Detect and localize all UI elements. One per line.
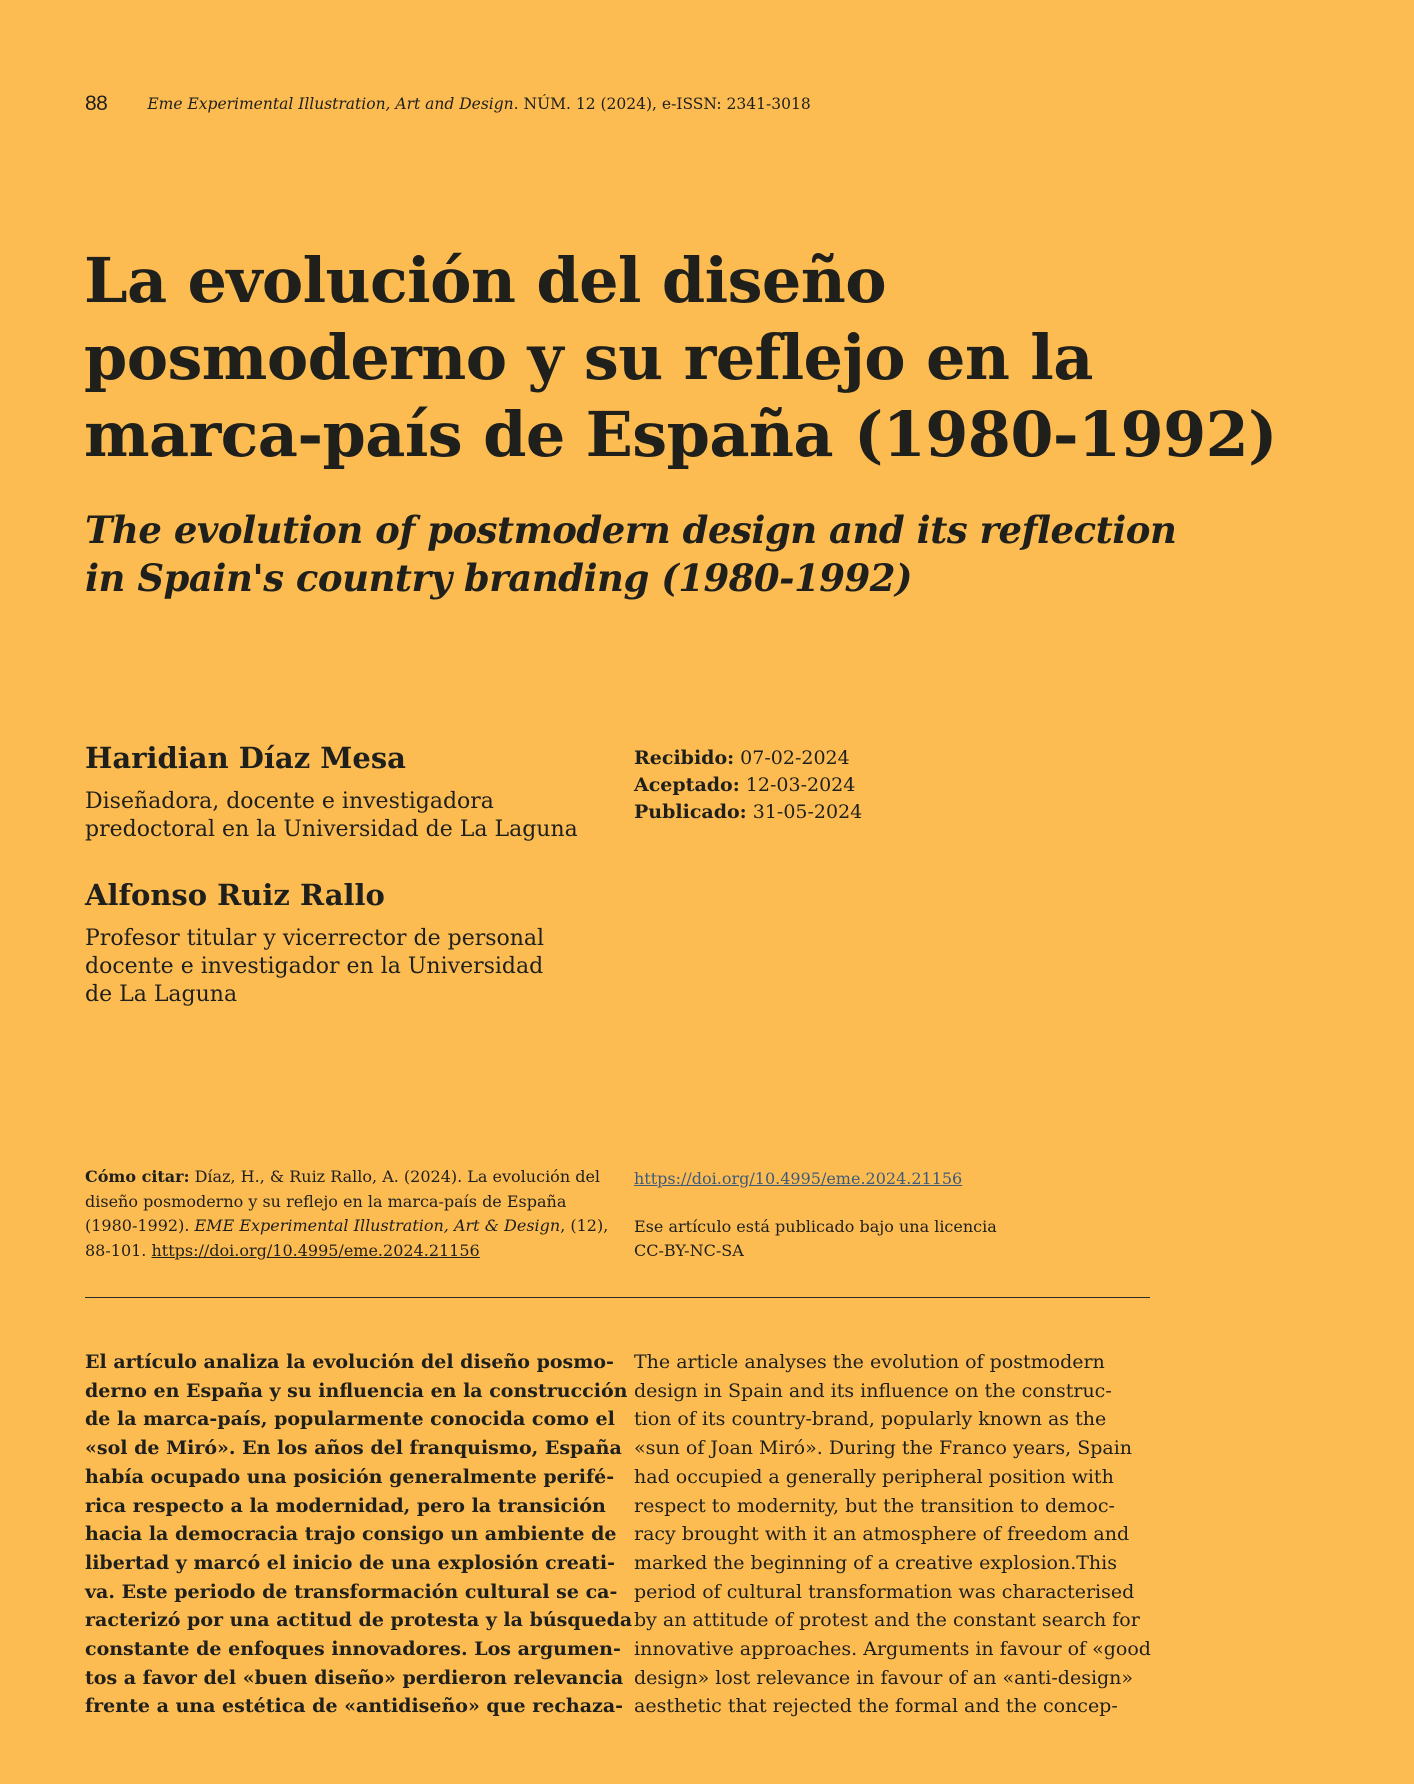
- license-line: CC-BY-NC-SA: [634, 1241, 744, 1260]
- abstract-line: design in Spain and its influence on the construc-: [634, 1379, 1112, 1402]
- citation-pages: 88-101.: [85, 1240, 152, 1260]
- abstract-line: tion of its country-brand, popularly known as the: [634, 1408, 1107, 1431]
- abstract-line: hacia la democracia trajo consigo un ambiente de: [85, 1523, 617, 1546]
- citation-line: [85, 1165, 605, 1190]
- doi-license-block: [634, 1167, 997, 1263]
- abstract-line: había ocupado una posición generalmente perifé-: [85, 1465, 615, 1488]
- citation-text: Díaz, H., & Ruiz Rallo, A. (2024). La evolución del: [189, 1167, 601, 1186]
- abstract-line: design» lost relevance in favour of an «anti-design»: [634, 1666, 1134, 1689]
- journal-issue: . NÚM. 12 (2024), e-ISSN: 2341-3018: [513, 95, 811, 113]
- abstract-line: aesthetic that rejected the formal and the concep-: [634, 1695, 1118, 1718]
- abstract-line: innovative approaches. Arguments in favour of «good: [634, 1638, 1151, 1661]
- abstract-line: racy brought with it an atmosphere of freedom and: [634, 1523, 1130, 1546]
- abstract-line: racterizó por una actitud de protesta y la búsqueda: [85, 1609, 633, 1632]
- published-label: Publicado:: [634, 801, 747, 823]
- abstract-line: libertad y marcó el inicio de una explosión creati-: [85, 1551, 615, 1574]
- affiliation-line: de La Laguna: [85, 982, 238, 1007]
- accepted-value: 12-03-2024: [739, 774, 856, 796]
- abstract-line: had occupied a generally peripheral position with: [634, 1465, 1114, 1488]
- title-line: posmoderno y su reflejo en la: [84, 321, 1093, 394]
- abstract-spanish: [85, 1348, 633, 1721]
- author-affiliation: [85, 925, 615, 1009]
- received-value: 07-02-2024: [734, 747, 850, 769]
- abstract-line: by an attitude of protest and the constant search for: [634, 1609, 1140, 1632]
- subtitle-line: in Spain's country branding (1980-1992): [85, 556, 913, 600]
- subtitle-line: The evolution of postmodern design and its reflection: [85, 508, 1177, 552]
- abstract-line: derno en España y su influencia en la construcción: [85, 1379, 628, 1402]
- license-notice: [634, 1215, 997, 1263]
- abstract-line: marked the beginning of a creative explosion.This: [634, 1551, 1117, 1574]
- accepted-label: Aceptado:: [634, 774, 740, 796]
- citation-line: [85, 1239, 605, 1264]
- doi-line: [634, 1167, 997, 1191]
- journal-citation: [147, 95, 810, 113]
- published-value: 31-05-2024: [746, 801, 863, 823]
- citation-label: Cómo citar:: [85, 1167, 190, 1186]
- affiliation-line: docente e investigador en la Universidad: [85, 954, 544, 979]
- citation-line: diseño posmoderno y su reflejo en la marca-país de España: [85, 1191, 567, 1211]
- abstract-line: frente a una estética de «antidiseño» que rechaza-: [85, 1695, 624, 1718]
- citation-doi-link[interactable]: https://doi.org/10.4995/eme.2024.21156: [151, 1240, 480, 1260]
- title-line: marca-país de España (1980-1992): [84, 398, 1277, 471]
- page-number: 88: [85, 92, 108, 115]
- abstract-line: period of cultural transformation was characterised: [634, 1580, 1135, 1603]
- doi-link[interactable]: https://doi.org/10.4995/eme.2024.21156: [634, 1169, 963, 1188]
- license-line: Ese artículo está publicado bajo una licencia: [634, 1217, 997, 1236]
- affiliation-line: Diseñadora, docente e investigadora: [85, 789, 494, 814]
- abstract-line: respect to modernity, but the transition to democ-: [634, 1494, 1115, 1517]
- how-to-cite: [85, 1165, 609, 1263]
- abstract-line: «sun of Joan Miró». During the Franco years, Spain: [634, 1437, 1133, 1460]
- abstract-line: «sol de Miró». En los años del franquismo, España: [85, 1437, 622, 1460]
- abstract-english: [634, 1348, 1154, 1721]
- abstract-line: The article analyses the evolution of postmodern: [634, 1351, 1105, 1373]
- accepted-date: [634, 772, 862, 799]
- citation-text: , (12),: [560, 1216, 609, 1235]
- abstract-line: El artículo analiza la evolución del diseño posmo-: [85, 1351, 614, 1373]
- abstract-line: tos a favor del «buen diseño» perdieron relevancia: [85, 1666, 624, 1689]
- affiliation-line: predoctoral en la Universidad de La Laguna: [85, 817, 578, 842]
- abstract-line: de la marca-país, popularmente conocida como el: [85, 1408, 615, 1431]
- author-name: Alfonso Ruiz Rallo: [85, 878, 385, 912]
- published-date: [634, 799, 862, 826]
- authors-list: [85, 740, 615, 1042]
- running-head: [85, 90, 811, 118]
- citation-line: [85, 1214, 609, 1239]
- received-date: [634, 745, 862, 772]
- author-block: [85, 877, 615, 1009]
- affiliation-line: Profesor titular y vicerrector de personal: [85, 926, 545, 951]
- abstract-line: va. Este periodo de transformación cultural se ca-: [85, 1580, 618, 1603]
- publication-dates: [634, 745, 862, 826]
- citation-journal: EME Experimental Illustration, Art & Design: [194, 1216, 561, 1235]
- section-divider: [85, 1297, 1150, 1298]
- article-subtitle: [85, 506, 1235, 602]
- title-line: La evolución del diseño: [84, 244, 886, 317]
- abstract-line: constante de enfoques innovadores. Los argumen-: [85, 1638, 621, 1661]
- citation-text: (1980-1992).: [85, 1216, 195, 1235]
- received-label: Recibido:: [634, 747, 735, 769]
- author-name: Haridian Díaz Mesa: [85, 741, 406, 775]
- article-title: [84, 242, 1284, 473]
- author-affiliation: [85, 788, 615, 844]
- author-block: [85, 740, 615, 844]
- journal-name: Eme Experimental Illustration, Art and Design: [147, 95, 514, 113]
- abstract-line: rica respecto a la modernidad, pero la transición: [85, 1494, 606, 1517]
